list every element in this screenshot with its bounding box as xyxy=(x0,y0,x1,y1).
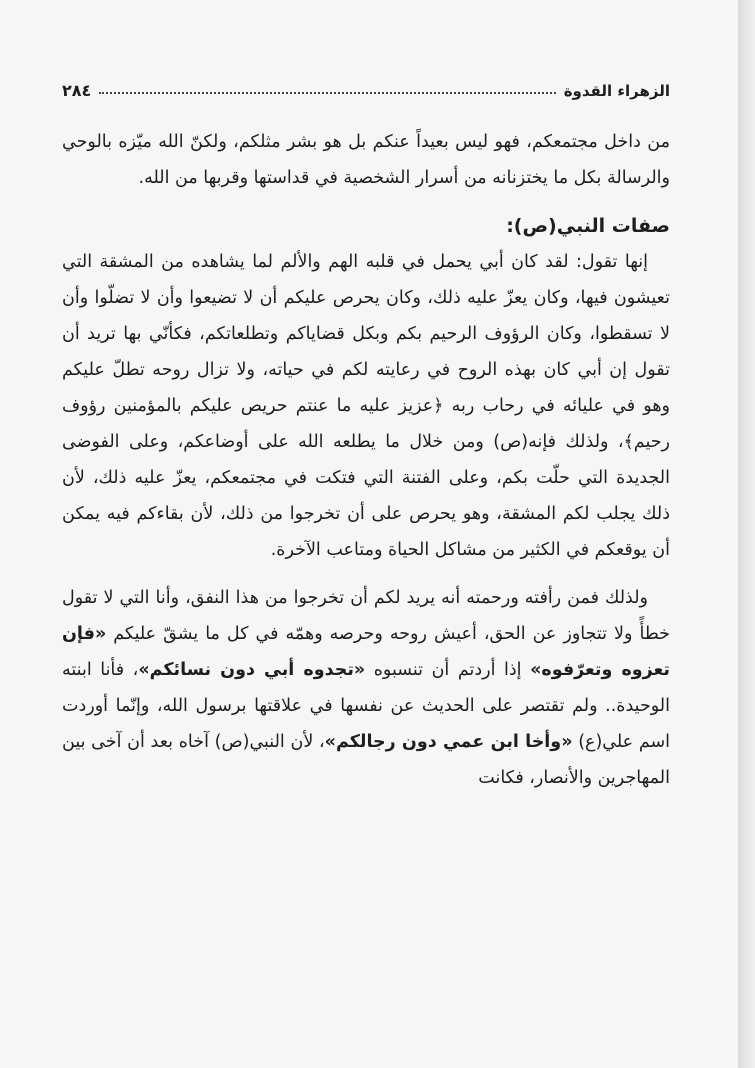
bold-quote-1: «فإن تعزوه وتعرّفوه» xyxy=(62,624,671,680)
paragraph-2 xyxy=(62,244,670,568)
running-header xyxy=(62,72,670,100)
section-heading: صفات النبي(ص): xyxy=(506,215,670,237)
paragraph-3-text-c: ، فأنا ابنته الوحيدة.. ولم تقتصر على الحديث عن نفسها في علاقتها برسول الله، وإنّما أوردت اسم علي(ع) xyxy=(62,660,670,752)
page-edge xyxy=(738,0,755,1068)
paragraph-3 xyxy=(62,580,670,796)
bold-quote-3: «وأخا ابن عمي دون رجالكم» xyxy=(324,732,573,752)
running-title: الزهراء القدوة xyxy=(563,82,670,100)
bold-quote-2: «تجدوه أبي دون نسائكم» xyxy=(138,660,366,680)
quran-verse: ﴿عزيز عليه ما عنتم حريص عليكم بالمؤمنين رؤوف رحيم﴾ xyxy=(62,396,670,452)
paragraph-1: من داخل مجتمعكم، فهو ليس بعيداً عنكم بل هو بشر مثلكم، ولكنّ الله ميّزه بالوحي والرسالة بكل ما يختزنانه من أسرار الشخصية في قداستها وقربها من الله. xyxy=(62,132,670,188)
page-number: ٢٨٤ xyxy=(62,81,92,100)
dotted-leader xyxy=(99,92,555,94)
paragraph-2-text-b: ، ولذلك فإنه(ص) ومن خلال ما يطلعه الله على أوضاعكم، وعلى الفوضى الجديدة التي حلّت بكم، وعلى الفتنة التي فتكت في مجتمعكم، يعزّ عليه ذلك، لأن ذلك يجلب لكم المشقة، وهو يحرص على أن تخرجوا من ذلك، لأن بقاءكم فيه يمكن أن يوقعكم في الكثير من مشاكل الحياة ومتاعب الآخرة. xyxy=(62,432,670,560)
paragraph-2-text-a: إنها تقول: لقد كان أبي يحمل في قلبه الهم والألم لما يشاهده من المشقة التي تعيشون فيها، وكان يعزّ عليه ذلك، وكان يحرص عليكم أن لا تضيعوا وأن لا تضلّوا وأن لا تسقطوا، وكان الرؤوف الرحيم بكم وبكل قضاياكم وتطلعاتكم، فكأنّي بها تريد أن تقول إن أبي كان بهذه الروح في رعايته لكم في حياته، ولا تزال روحه تطلّ عليكم وهو في عليائه في رحاب ربه xyxy=(62,252,671,416)
paragraph-3-text-d: ، لأن النبي(ص) آخاه بعد أن آخى بين المهاجرين والأنصار، فكانت xyxy=(62,732,670,788)
paragraph-3-text-b: إذا أردتم أن تنسبوه xyxy=(365,660,531,680)
paragraph-3-text-a: ولذلك فمن رأفته ورحمته أنه يريد لكم أن تخرجوا من هذا النفق، وأنا التي لا تقول خطأً ولا تتجاوز عن الحق، أعيش روحه وحرصه وهمّه في كل ما يشقّ عليكم xyxy=(62,588,670,644)
page-body xyxy=(62,124,670,796)
